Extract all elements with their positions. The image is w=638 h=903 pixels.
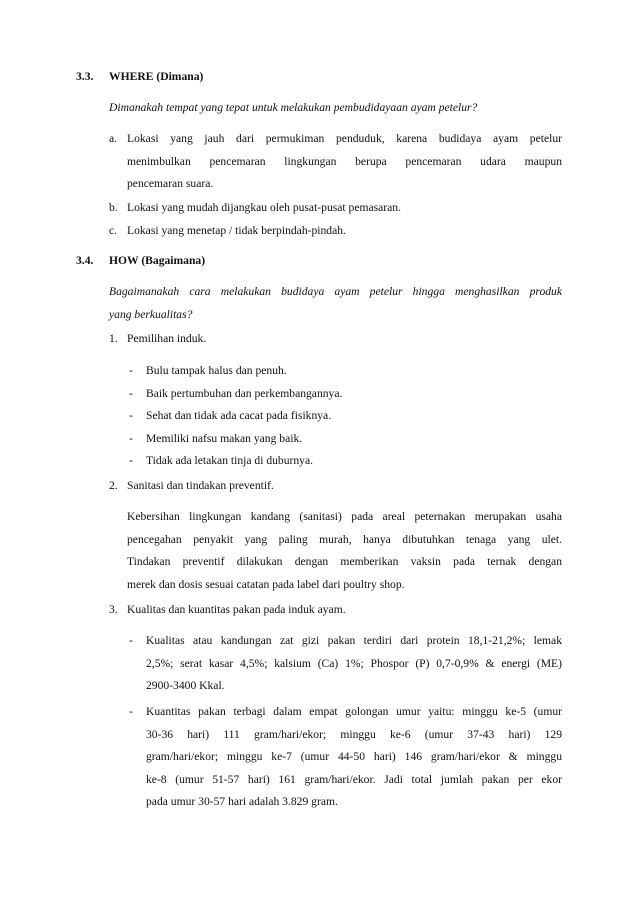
list-marker: 3. xyxy=(109,603,118,616)
section-heading xyxy=(76,250,562,273)
list-marker: c. xyxy=(109,224,118,237)
text-line: Sanitasi dan tindakan preventif. xyxy=(127,479,274,492)
text-line: pencegahan penyakit yang paling murah, hanya dibutuhkan tenaga yang ulet. xyxy=(127,532,562,546)
list-marker: 1. xyxy=(109,332,118,345)
bullet-item xyxy=(109,630,562,698)
text-line: Tidak ada letakan tinja di duburnya. xyxy=(146,454,313,467)
bullet-item xyxy=(109,383,562,406)
text-line: Lokasi yang mudah dijangkau oleh pusat-pusat pemasaran. xyxy=(127,200,401,214)
bullet-body xyxy=(109,630,562,698)
list-marker: b. xyxy=(109,200,118,214)
text-line: yang berkualitas? xyxy=(109,307,193,321)
section-title: HOW (Bagaimana) xyxy=(109,254,206,267)
section-question xyxy=(109,281,562,326)
text-line: 30-36 hari) 111 gram/hari/ekor; minggu ke-6 (umur 37-43 hari) 129 xyxy=(146,727,562,741)
list-item xyxy=(109,328,562,351)
text-line: Memiliki nafsu makan yang baik. xyxy=(146,431,303,445)
text-line: pencemaran suara. xyxy=(127,177,214,190)
section-number: 3.3. xyxy=(76,70,94,83)
list-item xyxy=(109,475,562,498)
section-heading xyxy=(76,66,562,89)
bullet-item xyxy=(109,701,562,814)
text-line: Kuantitas pakan terbagi dalam empat golongan umur yaitu: minggu ke-5 (umur xyxy=(146,705,562,718)
list-marker: 2. xyxy=(109,479,118,492)
dash-marker: - xyxy=(129,364,133,377)
text-line: Kebersihan lingkungan kandang (sanitasi) pada areal peternakan merupakan usaha xyxy=(127,510,562,523)
dash-marker: - xyxy=(129,386,133,400)
dash-marker: - xyxy=(129,431,133,445)
dash-marker: - xyxy=(129,409,133,422)
list-item xyxy=(109,128,562,196)
text-line: pada umur 30-57 hari adalah 3.829 gram. xyxy=(146,795,338,808)
location-list xyxy=(109,128,562,243)
text-line: Baik pertumbuhan dan perkembangannya. xyxy=(146,386,343,400)
text-line: ke-8 (umur 51-57 hari) 161 gram/hari/ekor. Jadi total jumlah pakan per ekor xyxy=(146,772,562,786)
item-title xyxy=(109,328,562,351)
bullet-item xyxy=(109,450,562,473)
text-line: menimbulkan pencemaran lingkungan berupa pencemaran udara maupun xyxy=(127,154,562,168)
bullet-item xyxy=(109,360,562,383)
section-question: Dimanakah tempat yang tepat untuk melakukan pembudidayaan ayam petelur? xyxy=(109,101,478,114)
dash-marker: - xyxy=(129,634,133,647)
text-line: Kualitas dan kuantitas pakan pada induk ayam. xyxy=(127,603,346,616)
paragraph xyxy=(109,506,562,596)
text-line: Tindakan preventif dilakukan dengan memberikan vaksin pada ternak dengan xyxy=(127,555,562,568)
text-line: gram/hari/ekor; minggu ke-7 (umur 44-50 hari) 146 gram/hari/ekor & minggu xyxy=(146,750,562,763)
text-line: Bulu tampak halus dan penuh. xyxy=(146,364,287,377)
text-line: Lokasi yang jauh dari permukiman penduduk, karena budidaya ayam petelur xyxy=(127,132,562,145)
bullet-item xyxy=(109,428,562,451)
item-title xyxy=(109,475,562,498)
section-number: 3.4. xyxy=(76,254,94,267)
text-line: Pemilihan induk. xyxy=(127,332,207,345)
list-item xyxy=(109,220,562,243)
list-item xyxy=(109,197,562,220)
item-title xyxy=(109,599,562,622)
list-item xyxy=(109,599,562,622)
text-line: Sehat dan tidak ada cacat pada fisiknya. xyxy=(146,409,332,422)
text-line: Kualitas atau kandungan zat gizi pakan terdiri dari protein 18,1-21,2%; lemak xyxy=(146,634,562,647)
bullet-body xyxy=(109,701,562,814)
text-line: 2,5%; serat kasar 4,5%; kalsium (Ca) 1%; Phospor (P) 0,7-0,9% & energi (ME) xyxy=(146,656,562,670)
bullet-item xyxy=(109,405,562,428)
bullet-list xyxy=(109,360,562,473)
list-marker: a. xyxy=(109,132,118,145)
dash-marker: - xyxy=(129,705,133,718)
dash-marker: - xyxy=(129,454,133,467)
text-line: 2900-3400 Kkal. xyxy=(146,679,225,692)
text-line: Bagaimanakah cara melakukan budidaya ayam petelur hingga menghasilkan produk xyxy=(109,285,562,298)
text-line: merek dan dosis sesuai catatan pada label dari poultry shop. xyxy=(127,577,405,591)
section-title: WHERE (Dimana) xyxy=(109,70,204,83)
text-line: Lokasi yang menetap / tidak berpindah-pindah. xyxy=(127,224,346,237)
